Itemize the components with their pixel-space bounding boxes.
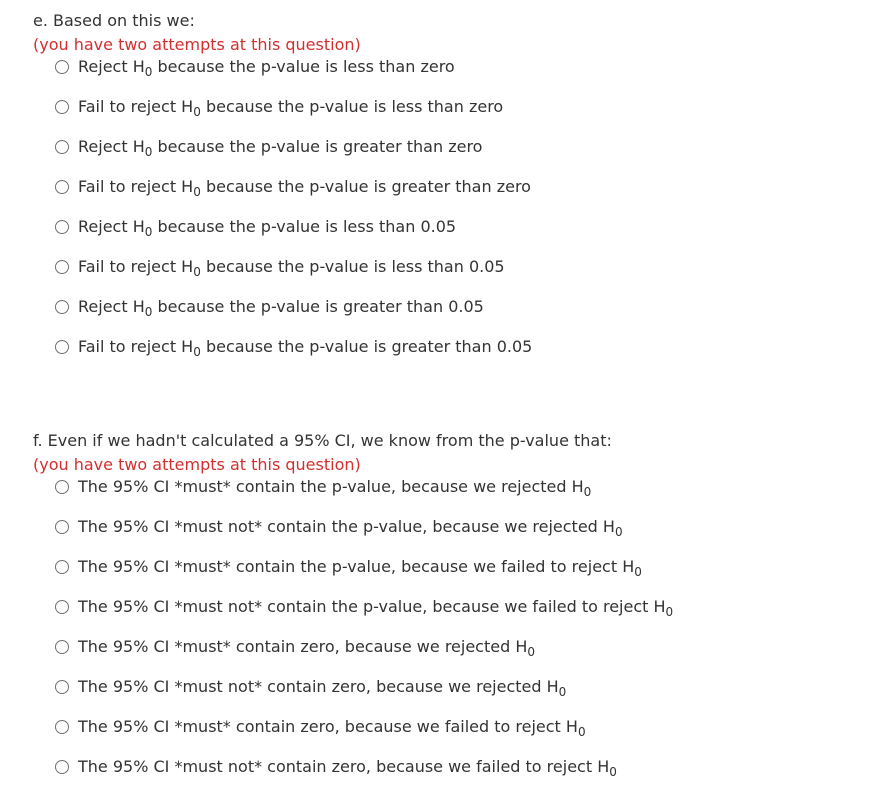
option-text: The 95% CI *must not* contain zero, because we failed to reject H [78,757,610,776]
option-text: The 95% CI *must not* contain the p-value, because we failed to reject H [78,597,666,616]
option-text-rest: because the p-value is greater than zero [152,137,483,156]
attempts-notice: (you have two attempts at this question) [33,455,361,474]
answer-option[interactable] [33,635,873,675]
option-text: The 95% CI *must* contain zero, because we rejected H [78,637,528,656]
answer-option[interactable] [33,255,873,295]
answer-option[interactable] [33,675,873,715]
option-text: The 95% CI *must* contain the p-value, because we rejected H [78,477,584,496]
answer-choices [33,475,873,795]
answer-option[interactable] [33,295,873,335]
subscript: 0 [144,305,153,319]
subscript: 0 [614,525,623,539]
question-prompt: e. Based on this we: [33,11,195,30]
radio-button[interactable] [55,680,69,694]
answer-choices [33,55,873,375]
question-f [33,430,873,795]
radio-button[interactable] [55,100,69,114]
answer-option[interactable] [33,755,873,795]
subscript: 0 [193,345,201,359]
option-text: The 95% CI *must not* contain zero, because we rejected H [78,677,559,696]
option-text-rest: because the p-value is greater than zero [200,177,531,196]
answer-option[interactable] [33,55,873,95]
subscript: 0 [193,185,201,199]
subscript: 0 [665,605,674,619]
radio-button[interactable] [55,260,69,274]
subscript: 0 [144,65,153,79]
subscript: 0 [144,145,153,159]
subscript: 0 [527,645,536,659]
attempts-notice: (you have two attempts at this question) [33,35,361,54]
subscript: 0 [577,725,586,739]
subscript: 0 [558,685,567,699]
radio-button[interactable] [55,180,69,194]
radio-button[interactable] [55,140,69,154]
question-e [33,10,873,375]
radio-button[interactable] [55,560,69,574]
option-text: Fail to reject H [78,257,194,276]
option-text-rest: because the p-value is greater than 0.05 [152,297,484,316]
radio-button[interactable] [55,300,69,314]
question-prompt: f. Even if we hadn't calculated a 95% CI, we know from the p-value that: [33,431,612,450]
subscript: 0 [634,565,642,579]
option-text-rest: because the p-value is less than zero [152,57,455,76]
option-text: Fail to reject H [78,177,194,196]
subscript: 0 [144,225,153,239]
subscript: 0 [193,105,201,119]
answer-option[interactable] [33,475,873,515]
subscript: 0 [193,265,201,279]
answer-option[interactable] [33,715,873,755]
subscript: 0 [609,765,617,779]
option-text: Reject H [78,137,145,156]
option-text-rest: because the p-value is less than zero [200,97,504,116]
answer-option[interactable] [33,515,873,555]
option-text: Fail to reject H [78,97,194,116]
radio-button[interactable] [55,760,69,774]
option-text-rest: because the p-value is less than 0.05 [152,217,457,236]
radio-button[interactable] [55,600,69,614]
answer-option[interactable] [33,95,873,135]
option-text: Fail to reject H [78,337,194,356]
radio-button[interactable] [55,340,69,354]
subscript: 0 [583,485,592,499]
answer-option[interactable] [33,135,873,175]
radio-button[interactable] [55,520,69,534]
radio-button[interactable] [55,480,69,494]
option-text: The 95% CI *must* contain the p-value, because we failed to reject H [78,557,635,576]
answer-option[interactable] [33,555,873,595]
answer-option[interactable] [33,595,873,635]
option-text: The 95% CI *must* contain zero, because we failed to reject H [78,717,578,736]
radio-button[interactable] [55,60,69,74]
option-text: The 95% CI *must not* contain the p-value, because we rejected H [78,517,615,536]
option-text: Reject H [78,217,145,236]
option-text-rest: because the p-value is greater than 0.05 [200,337,533,356]
answer-option[interactable] [33,335,873,375]
radio-button[interactable] [55,640,69,654]
answer-option[interactable] [33,215,873,255]
answer-option[interactable] [33,175,873,215]
radio-button[interactable] [55,720,69,734]
option-text: Reject H [78,57,145,76]
option-text: Reject H [78,297,145,316]
radio-button[interactable] [55,220,69,234]
option-text-rest: because the p-value is less than 0.05 [200,257,505,276]
